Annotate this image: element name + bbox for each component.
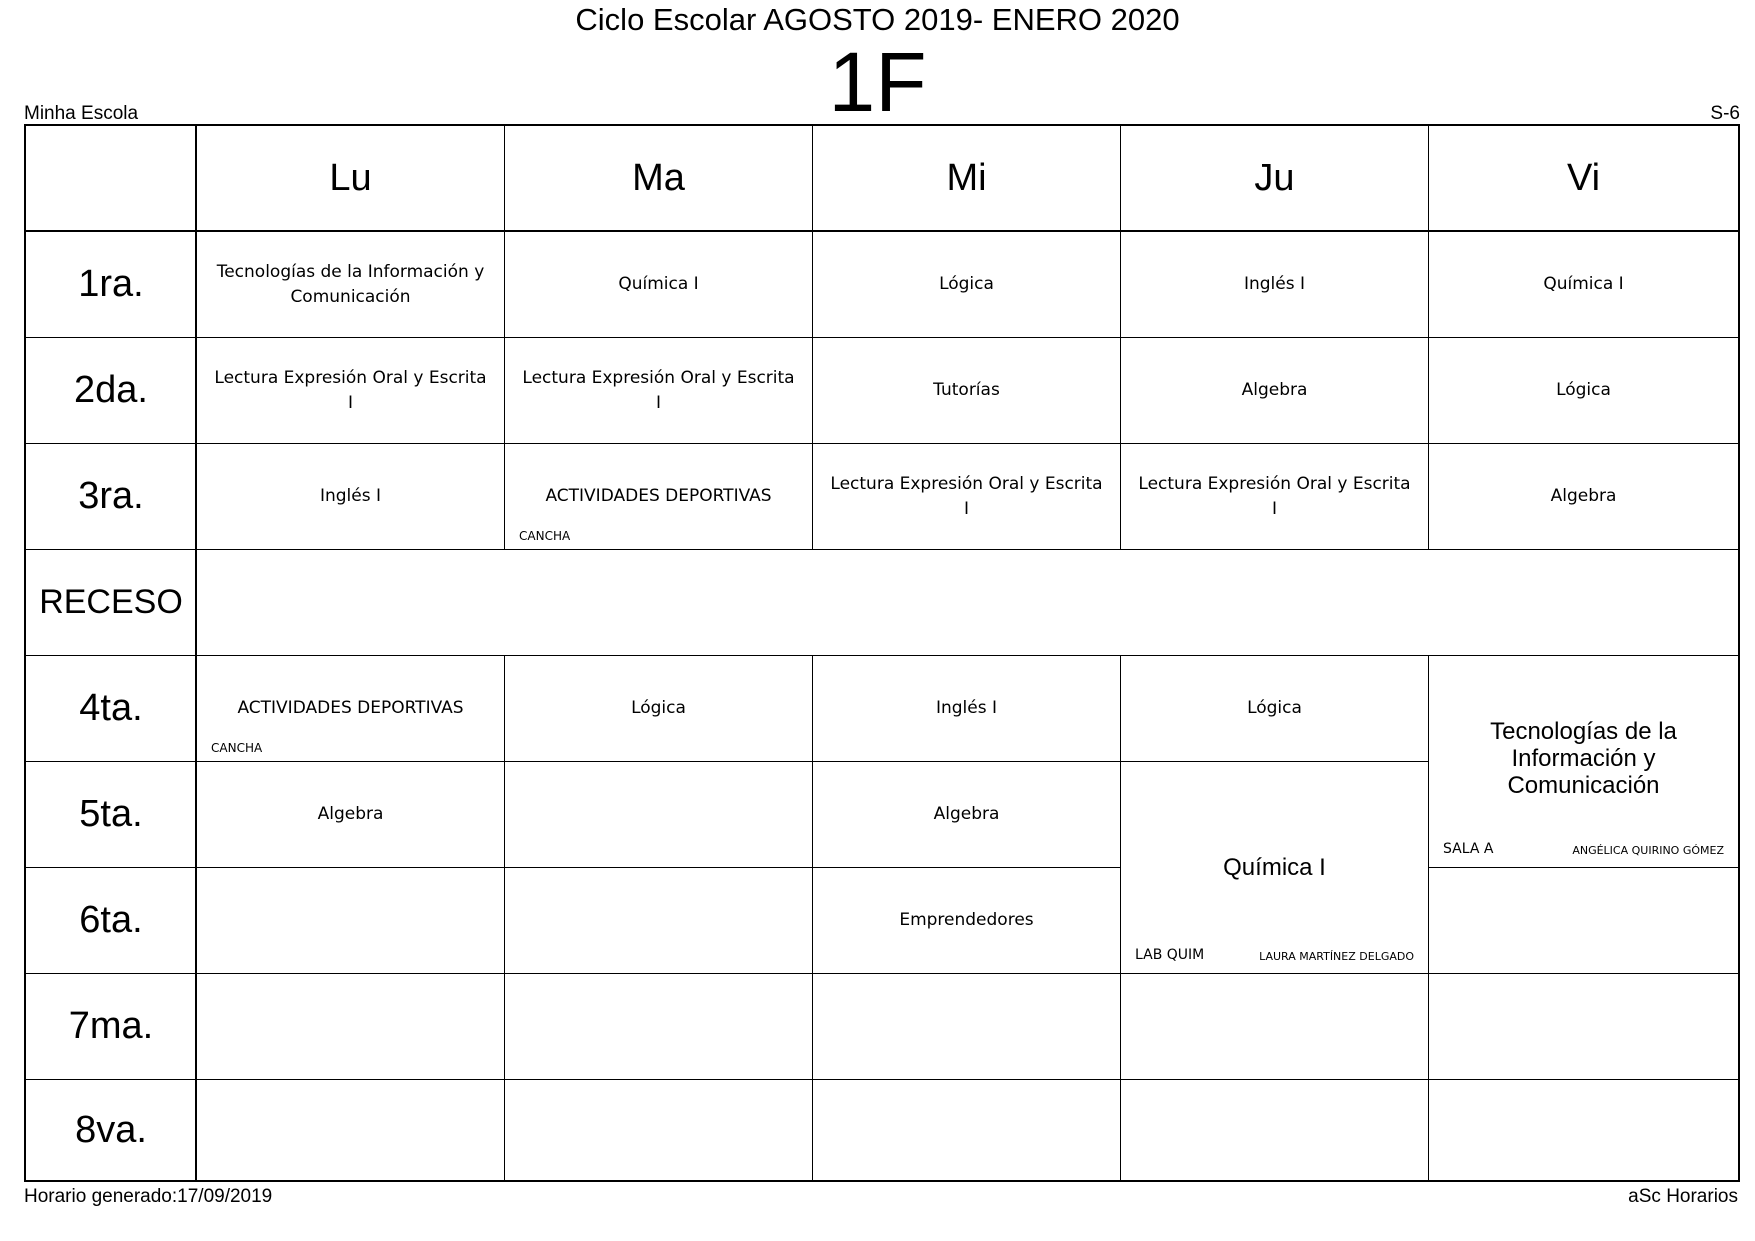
software-name: aSc Horarios	[1628, 1186, 1738, 1207]
day-header-ma: Ma	[505, 126, 813, 232]
lesson-subject: Inglés I	[319, 486, 382, 506]
empty-cell	[1429, 974, 1738, 1080]
lesson-cell	[197, 656, 505, 762]
lesson-subject: Inglés I	[935, 698, 998, 718]
empty-cell	[505, 1080, 813, 1180]
lesson-cell	[1429, 232, 1738, 338]
empty-cell	[197, 974, 505, 1080]
lesson-subject: Lectura Expresión Oral y Escrita I	[214, 367, 487, 413]
lesson-block	[1429, 656, 1738, 868]
lesson-teacher: LAURA MARTÍNEZ DELGADO	[1259, 950, 1414, 963]
lesson-cell	[813, 338, 1121, 444]
empty-cell	[1429, 1080, 1738, 1180]
empty-cell	[813, 1080, 1121, 1180]
period-header-8: 8va.	[26, 1080, 197, 1180]
corner-cell	[26, 126, 197, 232]
period-header-receso: RECESO	[26, 550, 197, 656]
lesson-subject: Lógica	[939, 274, 994, 294]
lesson-room: LAB QUIM	[1135, 947, 1205, 963]
day-header-mi: Mi	[813, 126, 1121, 232]
lesson-cell	[1121, 444, 1429, 550]
empty-cell	[1429, 868, 1738, 974]
lesson-subject: Química I	[1543, 274, 1624, 294]
lesson-subject: ACTIVIDADES DEPORTIVAS	[237, 698, 464, 718]
lesson-cell	[505, 338, 813, 444]
lesson-cell	[197, 444, 505, 550]
empty-cell	[505, 868, 813, 974]
period-header-4: 4ta.	[26, 656, 197, 762]
lesson-cell	[813, 656, 1121, 762]
lesson-subject: Algebra	[317, 804, 384, 824]
lesson-teacher: ANGÉLICA QUIRINO GÓMEZ	[1572, 844, 1724, 857]
lesson-cell	[197, 338, 505, 444]
lesson-subject: Lógica	[1247, 698, 1302, 718]
period-header-7: 7ma.	[26, 974, 197, 1080]
timetable-grid	[24, 124, 1740, 1182]
empty-cell	[813, 974, 1121, 1080]
day-header-lu: Lu	[197, 126, 505, 232]
empty-cell	[505, 762, 813, 868]
lesson-subject: Tecnologías de la Información y Comunicación	[216, 261, 485, 307]
lesson-subject: Lectura Expresión Oral y Escrita I	[830, 473, 1103, 519]
lesson-cell	[1429, 338, 1738, 444]
period-header-2: 2da.	[26, 338, 197, 444]
lesson-subject: Lógica	[631, 698, 686, 718]
empty-cell	[197, 1080, 505, 1180]
lesson-room: CANCHA	[211, 741, 263, 755]
period-header-6: 6ta.	[26, 868, 197, 974]
lesson-subject: Tutorías	[933, 380, 1000, 400]
lesson-room: CANCHA	[519, 529, 571, 543]
receso-row	[197, 550, 1738, 656]
lesson-cell	[1121, 338, 1429, 444]
lesson-subject: Tecnologías de la Información y Comunicación	[1490, 718, 1677, 799]
lesson-subject: Lectura Expresión Oral y Escrita I	[1138, 473, 1411, 519]
class-name: 1F	[828, 35, 927, 129]
class-code: S-6	[1710, 103, 1740, 124]
lesson-cell	[505, 444, 813, 550]
lesson-subject: Inglés I	[1243, 274, 1306, 294]
lesson-cell	[813, 232, 1121, 338]
lesson-subject: Lógica	[1556, 380, 1611, 400]
period-header-5: 5ta.	[26, 762, 197, 868]
lesson-subject: ACTIVIDADES DEPORTIVAS	[545, 486, 772, 506]
period-header-1: 1ra.	[26, 232, 197, 338]
page-title: Ciclo Escolar AGOSTO 2019- ENERO 2020	[575, 2, 1180, 37]
lesson-subject: Algebra	[1550, 486, 1617, 506]
lesson-subject: Química I	[1223, 854, 1326, 881]
lesson-cell	[1121, 656, 1429, 762]
lesson-cell	[197, 762, 505, 868]
lesson-subject: Química I	[618, 274, 699, 294]
lesson-cell	[1121, 232, 1429, 338]
lesson-cell	[505, 656, 813, 762]
empty-cell	[1121, 1080, 1429, 1180]
generated-date: Horario generado:17/09/2019	[24, 1186, 273, 1207]
lesson-room: SALA A	[1443, 841, 1494, 857]
lesson-subject: Algebra	[933, 804, 1000, 824]
empty-cell	[1121, 974, 1429, 1080]
lesson-cell	[197, 232, 505, 338]
lesson-cell	[1429, 444, 1738, 550]
school-name: Minha Escola	[24, 103, 139, 124]
lesson-block	[1121, 762, 1429, 974]
empty-cell	[197, 868, 505, 974]
lesson-cell	[505, 232, 813, 338]
lesson-cell	[813, 444, 1121, 550]
lesson-subject: Emprendedores	[899, 910, 1034, 930]
empty-cell	[505, 974, 813, 1080]
day-header-vi: Vi	[1429, 126, 1738, 232]
lesson-cell	[813, 868, 1121, 974]
lesson-cell	[813, 762, 1121, 868]
lesson-subject: Lectura Expresión Oral y Escrita I	[522, 367, 795, 413]
lesson-subject: Algebra	[1241, 380, 1308, 400]
day-header-ju: Ju	[1121, 126, 1429, 232]
period-header-3: 3ra.	[26, 444, 197, 550]
